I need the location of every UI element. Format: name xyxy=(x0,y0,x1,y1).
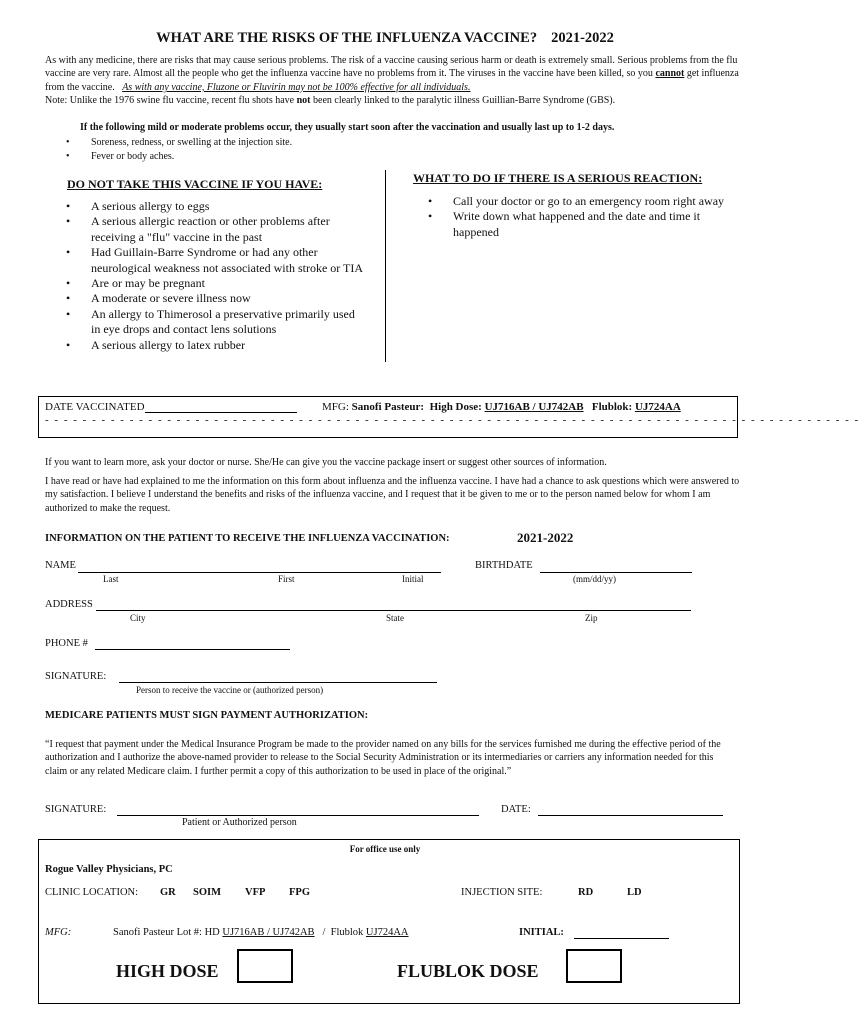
birthdate-label: BIRTHDATE xyxy=(475,560,533,571)
location-fpg[interactable]: FPG xyxy=(289,887,310,898)
office-lot-separator: / xyxy=(322,927,326,938)
office-hd-lots: UJ716AB / UJ742AB xyxy=(222,927,315,938)
page-title xyxy=(0,30,770,47)
location-gr[interactable]: GR xyxy=(160,887,176,898)
list-item: • An allergy to Thimerosol a preservative primarily used in eye drops and contact lens solutions xyxy=(66,307,366,338)
serious-reaction-heading: WHAT TO DO IF THERE IS A SERIOUS REACTION: xyxy=(413,171,703,185)
phone-field[interactable] xyxy=(95,649,290,650)
intro-p1: As with any medicine, there are risks that may cause serious problems. The risk of a vaccine causing serious harm or death is extremely small. Serious problems from the flu vaccine are very rare. Almost all the people who get the influenza vaccine have no problems from it. The viruses in the vaccine have been killed, so you xyxy=(45,55,738,80)
column-divider xyxy=(385,170,386,362)
intro-effectiveness-note: As with any vaccine, Fluzone or Fluvirin may not be 100% effective for all individuals. xyxy=(122,81,471,93)
office-lot-label: Sanofi Pasteur Lot #: HD xyxy=(113,927,220,938)
clinic-location-label: CLINIC LOCATION: xyxy=(45,887,139,898)
mild-list xyxy=(66,136,292,164)
flublok-dose-title: FLUBLOK DOSE xyxy=(397,961,539,981)
list-item: • Are or may be pregnant xyxy=(66,276,366,291)
intro-p2a: Note: Unlike the 1976 swine flu vaccine, recent flu shots have xyxy=(45,95,295,107)
phone-label: PHONE # xyxy=(45,638,88,649)
office-use-heading: For office use only xyxy=(349,844,421,854)
birthdate-field[interactable] xyxy=(540,572,692,573)
mfg-name: Sanofi Pasteur: xyxy=(351,401,425,413)
medicare-signature-sub: Patient or Authorized person xyxy=(182,817,297,828)
high-dose-checkbox[interactable] xyxy=(237,949,293,983)
date-vaccinated-label: DATE VACCINATED xyxy=(45,401,145,413)
mfg-info xyxy=(322,401,681,413)
office-flublok-lot: UJ724AA xyxy=(365,927,409,938)
address-label: ADDRESS xyxy=(45,599,93,610)
intro-cannot: cannot xyxy=(655,68,685,80)
initial-field[interactable] xyxy=(574,938,669,939)
medicare-signature-field[interactable] xyxy=(117,815,479,816)
list-item: • A serious allergic reaction or other problems after receiving a "flu" vaccine in the past xyxy=(66,214,366,245)
injection-site-label: INJECTION SITE: xyxy=(461,887,543,898)
name-initial-sub: Initial xyxy=(402,574,424,584)
list-item: • Fever or body aches. xyxy=(66,150,292,164)
medicare-text: “I request that payment under the Medical Insurance Program be made to the provider named on any bills for the services furnished me during the effective period of the authorization and I authorize the above-named provider to release to the Social Security Administration or its intermediaries or carriers any information needed for this claim or any related Medicare claim. I further permit a copy of this authorization to be used in place of the original.” xyxy=(45,739,721,777)
medicare-date-field[interactable] xyxy=(538,815,723,816)
flublok-dose-checkbox[interactable] xyxy=(566,949,622,983)
list-item: • Write down what happened and the date and time it happened xyxy=(428,209,728,240)
high-dose-title: HIGH DOSE xyxy=(116,961,219,981)
title-text: WHAT ARE THE RISKS OF THE INFLUENZA VACCINE? xyxy=(156,30,538,46)
office-flublok-label: Flublok xyxy=(330,927,364,938)
date-vaccinated xyxy=(45,401,297,413)
medicare-date-label: DATE: xyxy=(501,804,531,815)
address-city-sub: City xyxy=(130,613,146,623)
clinic-name: Rogue Valley Physicians, PC xyxy=(45,864,173,875)
intro-text xyxy=(45,54,750,108)
office-lot-info xyxy=(113,927,409,938)
serious-reaction-list xyxy=(428,194,728,240)
site-rd[interactable]: RD xyxy=(578,887,594,898)
location-vfp[interactable]: VFP xyxy=(245,887,266,898)
patient-info-heading: INFORMATION ON THE PATIENT TO RECEIVE THE INFLUENZA VACCINATION: xyxy=(45,533,450,544)
list-item: • A moderate or severe illness now xyxy=(66,291,366,306)
list-item: • A serious allergy to latex rubber xyxy=(66,338,366,353)
date-vaccinated-field[interactable] xyxy=(145,401,297,413)
address-zip-sub: Zip xyxy=(585,613,598,623)
address-state-sub: State xyxy=(386,613,404,623)
name-label: NAME xyxy=(45,560,76,571)
location-soim[interactable]: SOIM xyxy=(193,887,222,898)
dont-take-list xyxy=(66,199,366,353)
intro-p2b: been clearly linked to the paralytic illness Guillian-Barre Syndrome (GBS). xyxy=(313,95,616,107)
consent-text: I have read or have had explained to me the information on this form about influenza and the influenza vaccine. I have had a chance to ask questions which were answered to my satisfaction. I believe I understand the benefits and risks of the influenza vaccine, and I request that it be given to me or to the person named below for whom I am authorized to make the request. xyxy=(45,476,740,514)
patient-signature-label: SIGNATURE: xyxy=(45,671,107,682)
title-year: 2021-2022 xyxy=(551,30,614,46)
mfg-label: MFG: xyxy=(322,401,349,413)
intro-p1b: get influenza from the vaccine. xyxy=(45,68,739,93)
list-item: • Call your doctor or go to an emergency room right away xyxy=(428,194,728,209)
patient-signature-field[interactable] xyxy=(119,682,437,683)
patient-signature-sub: Person to receive the vaccine or (authorized person) xyxy=(136,685,324,695)
name-field[interactable] xyxy=(78,572,441,573)
flublok-label: Flublok: xyxy=(591,401,633,413)
flublok-lot: UJ724AA xyxy=(634,401,681,413)
learn-more-text: If you want to learn more, ask your doctor or nurse. She/He can give you the vaccine package insert or suggest other sources of information. xyxy=(45,457,607,468)
dashed-divider: - - - - - - - - - - - - - - - - - - - - - - - - - - - - - - - - - - - - - - - - - - - - - - - - - - - - - - - - - - - - - - - - - - - - - - - - - - - - - - - - - - - - - - - xyxy=(45,414,860,426)
intro-not: not xyxy=(296,95,311,107)
address-field[interactable] xyxy=(96,610,691,611)
name-first-sub: First xyxy=(278,574,295,584)
birthdate-format: (mm/dd/yy) xyxy=(573,574,616,584)
list-item: • A serious allergy to eggs xyxy=(66,199,366,214)
high-dose-lots: UJ716AB / UJ742AB xyxy=(484,401,584,413)
initial-label: INITIAL: xyxy=(519,927,564,938)
office-mfg-label: MFG: xyxy=(45,927,72,938)
patient-info-year: 2021-2022 xyxy=(517,530,574,545)
list-item: • Soreness, redness, or swelling at the injection site. xyxy=(66,136,292,150)
mild-heading: If the following mild or moderate problems occur, they usually start soon after the vaccination and usually last up to 1-2 days. xyxy=(80,122,615,133)
dont-take-heading: DO NOT TAKE THIS VACCINE IF YOU HAVE: xyxy=(67,177,323,191)
site-ld[interactable]: LD xyxy=(627,887,642,898)
medicare-heading: MEDICARE PATIENTS MUST SIGN PAYMENT AUTHORIZATION: xyxy=(45,710,369,721)
list-item: • Had Guillain-Barre Syndrome or had any other neurological weakness not associated with stroke or TIA xyxy=(66,245,366,276)
high-dose-label: High Dose: xyxy=(429,401,482,413)
name-last-sub: Last xyxy=(103,574,119,584)
medicare-signature-label: SIGNATURE: xyxy=(45,804,107,815)
